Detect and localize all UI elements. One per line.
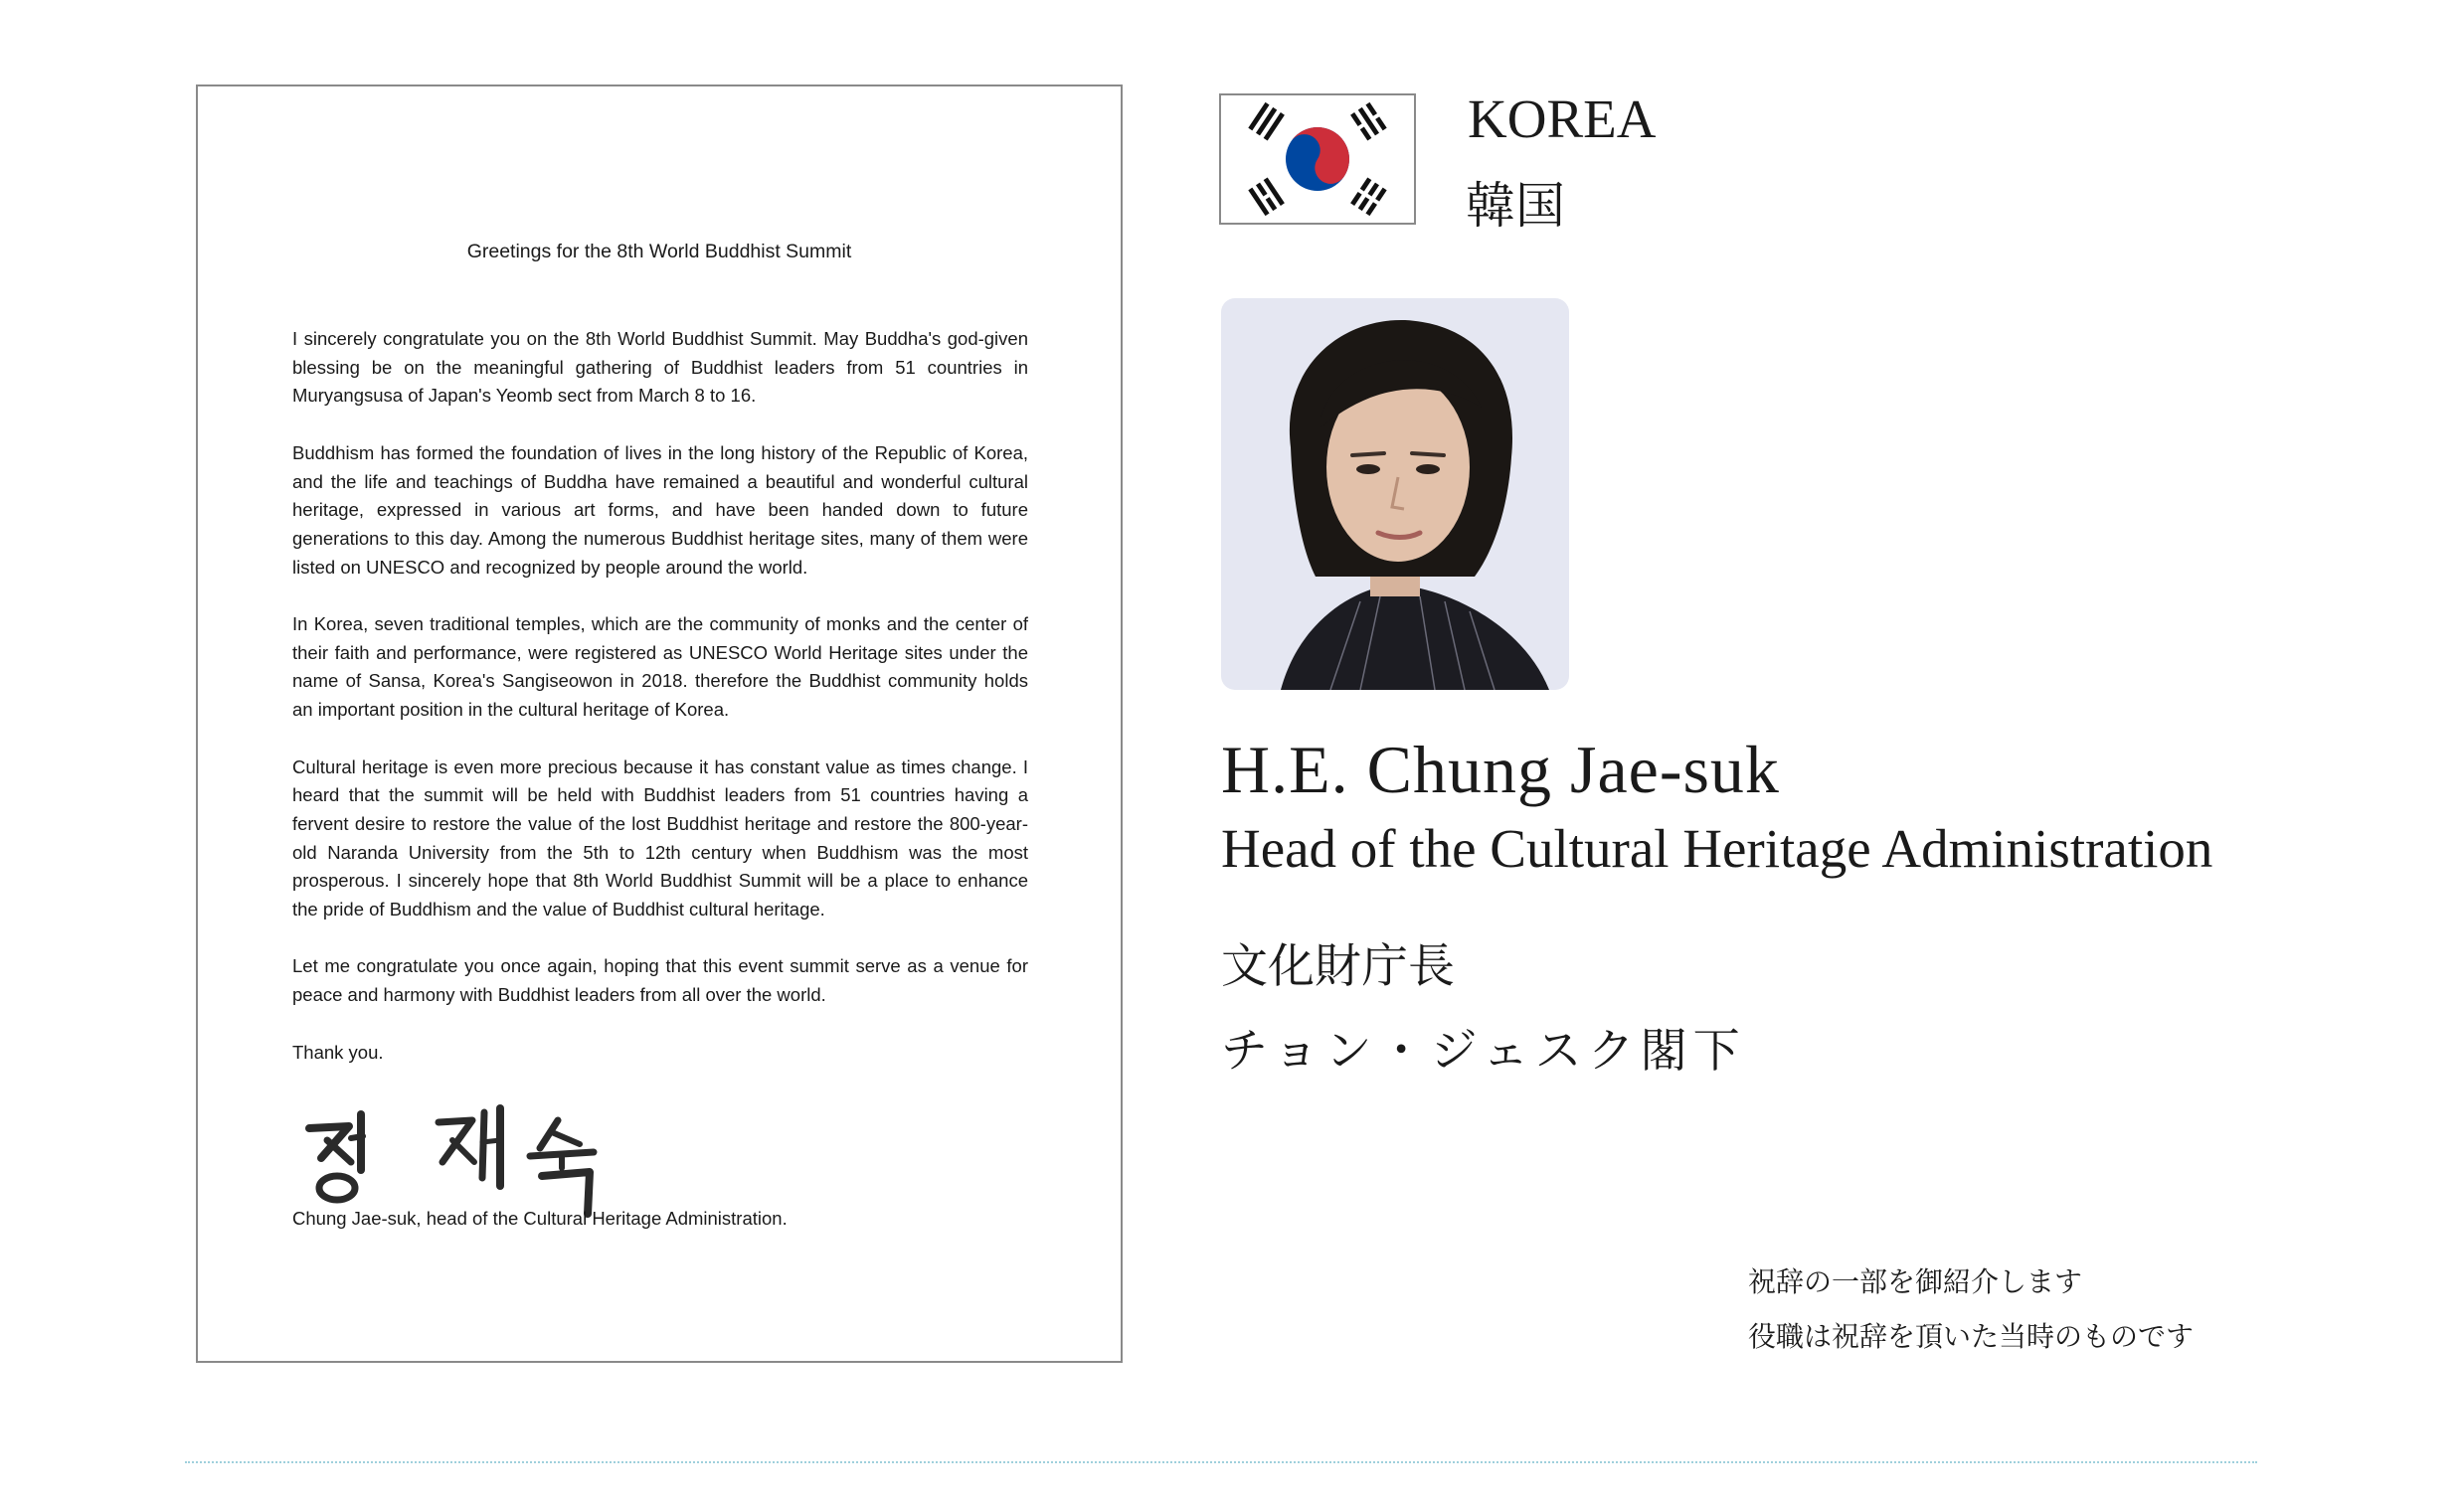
letter-paragraph: I sincerely congratulate you on the 8th World Buddhist Summit. May Buddha's god-given blessing be on the meaningful gathering of Buddhist leaders from 51 countries in Muryangsusa of Japan's Yeomb sect from March 8 to 16. [292,328,1028,407]
greeting-letter [196,84,1123,1363]
footnote-line: 祝辞の一部を御紹介します [1748,1265,2083,1298]
footnote-line: 役職は祝辞を頂いた当時のものです [1748,1320,2195,1353]
country-name-jp: 韓国 [1466,177,1565,235]
letter-paragraph: Buddhism has formed the foundation of lives in the long history of the Republic of Korea, and the life and teachings of Buddha have remained a beautiful and wonderful cultural heritage, expressed in various art forms, and have been handed down to future generations to this day. Among the numerous Buddhist heritage sites, many of them were listed on UNESCO and recognized by people around the world. [292,441,1028,578]
letter-paragraph: Let me congratulate you once again, hoping that this event summit serve as a venue for peace and harmony with Buddhist leaders from all over the world. [292,955,1028,1006]
footnote [1748,1255,2194,1364]
person-role-jp: 文化財庁長 [1221,939,1455,994]
person-name-jp: チョン・ジェスク閣下 [1221,1024,1746,1079]
handwritten-signature [297,1100,635,1220]
letter-paragraph: In Korea, seven traditional temples, which are the community of monks and the center of their faith and performance, were registered as UNESCO World Heritage sites under the name of Sansa, Korea's Sangiseowon in 2018. therefore the Buddhist community holds an important position in the cultural heritage of Korea. [292,613,1028,721]
south-korea-flag-icon [1219,93,1416,225]
dotted-divider [185,1461,2257,1463]
portrait-photo [1221,298,1569,690]
letter-body [292,325,1028,1095]
person-name-en: H.E. Chung Jae-suk [1221,732,1780,807]
signature-caption: Chung Jae-suk, head of the Cultural Heritage Administration. [292,1208,788,1229]
letter-closing: Thank you. [292,1041,384,1063]
letter-title: Greetings for the 8th World Buddhist Summit [466,241,852,262]
person-role-en: Head of the Cultural Heritage Administration [1221,818,2213,879]
country-name-en: KOREA [1468,88,1657,149]
letter-paragraph: Cultural heritage is even more precious because it has constant value as times change. I heard that the summit will be held with Buddhist leaders from 51 countries having a fervent desire to restore the value of the lost Buddhist heritage and restore the 800-year-old Naranda University from the 5th to 12th century when Buddhism was the most prosperous. I sincerely hope that 8th World Buddhist Summit will be a place to enhance the pride of Buddhism and the value of Buddhist cultural heritage. [292,755,1028,921]
